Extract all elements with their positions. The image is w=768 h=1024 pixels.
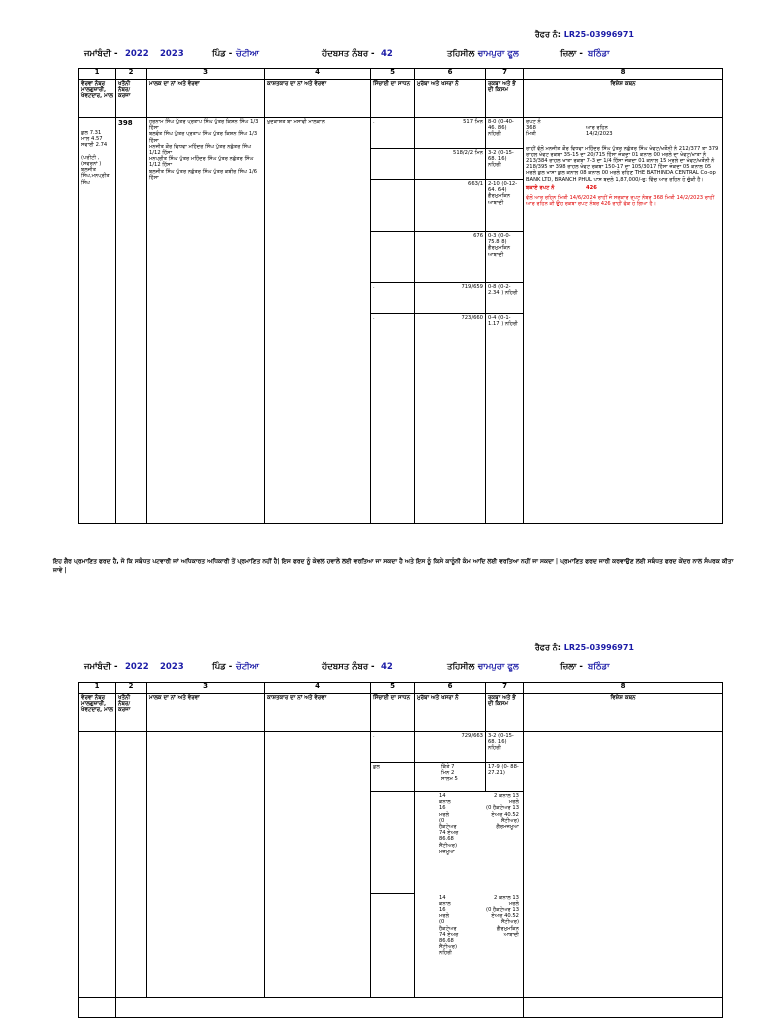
col-header-6: ਮੁਰੱਬਾ ਅਤੇ ਖਸਰਾ ਨੰ	[415, 80, 486, 118]
total-khasra: ਕਿੱਤੇ 7 ਮਿਨ 2 ਸਾਲਮ 5	[415, 763, 486, 792]
col-num-1: 1	[79, 69, 116, 80]
tehsil-value: ਰਾਮਪੁਰਾ ਫੂਲ	[478, 662, 519, 672]
area-cell: 0-4 (0-1-1.17 ) ਨਹਿਰੀ	[486, 314, 524, 524]
jamabandi-label: ਜਮਾਂਬੰਦੀ -	[84, 662, 118, 672]
col-num-3: 3	[147, 683, 265, 694]
empty-cell	[147, 732, 265, 998]
subtotal-cell	[415, 894, 524, 998]
owner-group-text: (ਪਰੀਟੀ , (ਸਵਰਨਾਂ ) ਬਲਜੀਤ ਸਿੰਘ,ਮਨਪ੍ਰੀਤ ਸਿੰਘ	[81, 154, 110, 186]
col-header-8: ਵਿਸ਼ੇਸ਼ ਕਥਨ	[524, 80, 723, 118]
area-cell: 2-10 (0-12-64. 64) ਗੈਰਮੁਮਕਿਨ ਆਬਾਦੀ	[486, 180, 524, 232]
empty-cell	[524, 998, 723, 1018]
col-num-7: 7	[486, 69, 524, 80]
table-row	[79, 118, 723, 149]
col-num-3: 3	[147, 69, 265, 80]
col-num-2: 2	[116, 683, 147, 694]
irrigation-cell: .	[371, 283, 415, 314]
column-number-row	[79, 683, 723, 694]
jamabandi-label: ਜਮਾਂਬੰਦੀ -	[84, 49, 118, 59]
column-header-row	[79, 694, 723, 732]
village-label: ਪਿੰਡ -	[212, 662, 233, 672]
area-cell: 3-2 (0-15-68. 16) ਨਹਿਰੀ	[486, 149, 524, 180]
empty-cell	[371, 894, 415, 998]
col-header-4: ਕਾਸ਼ਤਕਾਰ ਦਾ ਨਾਂ ਅਤੇ ਵੇਰਵਾ	[265, 80, 371, 118]
khasra-cell: 719/659	[415, 283, 486, 314]
col-header-1: ਵੇਰਵਾ ਨੰਬਰ ਮਾਲਗੁਜ਼ਾਰੀ, ਖੇਵਟਦਾਰ, ਮਾਲ	[79, 80, 116, 118]
ref-label: ਰੈਫਰ ਨੰ:	[534, 643, 561, 652]
col-header-5: ਸਿੰਚਾਈ ਦਾ ਸਾਧਨ	[371, 694, 415, 732]
village-value: ਚੋਟੀਆ	[236, 662, 259, 672]
col-header-2: ਖਤੌਨੀ ਨੰਬਰ/ ਕਰਜਾ	[116, 80, 147, 118]
subtotal-left: 14 ਕਨਾਲ 16 ਮਰਲੇ (0 ਹੈਕਟੇਅਰ 74 ਏਅਰ 86.68 ਸੈਂਟੀਅਰ) ਮਜਮੂਆ	[439, 793, 459, 855]
col-num-5: 5	[371, 69, 415, 80]
village-label: ਪਿੰਡ -	[212, 49, 233, 59]
remark-red-value: 426	[586, 184, 597, 191]
khasra-cell: 676	[415, 232, 486, 283]
empty-cell	[116, 998, 524, 1018]
khasra-cell: 723/660	[415, 314, 486, 524]
empty-cell	[79, 998, 116, 1018]
column-number-row	[79, 69, 723, 80]
remark-value: ਆਰ ਰਹਿਨ	[586, 125, 608, 132]
disclaimer-text: ਇਹ ਗੈਰ ਪ੍ਰਮਾਣਿਤ ਫਰਦ ਹੈ, ਜੋ ਕਿ ਸਬੰਧਤ ਪਟਵਾਰੀ ਜਾਂ ਅਧਿਕਾਰਤ ਅਧਿਕਾਰੀ ਤੋਂ ਪ੍ਰਮਾਣਿਤ ਨਹੀਂ ਹੈ| ਇਸ ਫਰਦ ਨੂੰ ਕੇਵਲ ਹਵਾਲੇ ਲਈ ਵਰਤਿਆ ਜਾ ਸਕਦਾ ਹੈ ਅਤੇ ਇਸ ਨੂੰ ਕਿਸੇ ਕਾਨੂੰਨੀ ਕੰਮ ਆਦਿ ਲਈ ਵਰਤਿਆ ਨਹੀਂ ਜਾ ਸਕਦਾ | ਪ੍ਰਮਾਣਿਤ ਫਰਦ ਜਾਰੀ ਕਰਵਾਉਣ ਲਈ ਸਬੰਧਤ ਫਰਦ ਕੇਂਦਰ ਨਾਲ ਸੰਪਰਕ ਕੀਤਾ ਜਾਵੇ |	[53, 558, 734, 574]
khasra-cell: 518/2/2 ਮਿਨ	[415, 149, 486, 180]
empty-cell	[116, 732, 147, 998]
col-num-1: 1	[79, 683, 116, 694]
cultivator-cell: ਖੁਦਕਾਸ਼ਤ ਬਾ ਮਸਾਵੀ ਮਾਲਕਾਨ	[265, 118, 371, 524]
col-num-4: 4	[265, 683, 371, 694]
empty-cell	[371, 792, 415, 894]
column-header-row	[79, 80, 723, 118]
col-header-5: ਸਿੰਚਾਈ ਦਾ ਸਾਧਨ	[371, 80, 415, 118]
irrigation-cell: .	[371, 118, 415, 149]
col-header-4: ਕਾਸ਼ਤਕਾਰ ਦਾ ਨਾਂ ਅਤੇ ਵੇਰਵਾ	[265, 694, 371, 732]
khasra-cell: 517 ਮਿਨ	[415, 118, 486, 149]
remark-red-body: ਵੱਲੋਂ ਆਰ ਰਹਿਨ ਮਿਤੀ 14/6/2024 ਰਾਹੀਂ ਜੋ ਸਰਕਾਰ ਰਪਟ ਨੰਬਰ 368 ਮਿਤੀ 14/2/2023 ਰਾਹੀਂ ਆਰ ਰਹਿਨ ਕੀ ਉਹ ਰਕਬਾ ਰਪਟ ਨੰਬਰ 426 ਰਾਹੀਂ ਫੱਕ ਹੋ ਗਿਆ ਹੈ।	[526, 195, 715, 208]
district-value: ਬਠਿੰਡਾ	[588, 662, 610, 672]
remark-label: 368	[526, 125, 536, 132]
jamabandi-table-2	[78, 682, 723, 1018]
ref-label: ਰੈਫਰ ਨੰ:	[534, 30, 561, 39]
village-value: ਚੋਟੀਆ	[236, 49, 259, 59]
remark-red-label: ਬਕਾਏ ਰਪਟ ਨੰ	[526, 184, 555, 191]
reference-number	[535, 643, 634, 653]
ref-value: LR25-03996971	[563, 643, 634, 652]
col-header-3: ਮਾਲਕ ਦਾ ਨਾਂ ਅਤੇ ਵੇਰਵਾ	[147, 80, 265, 118]
remark-value: 14/2/2023	[586, 131, 613, 138]
area-cell: 3-2 (0-15-68. 16) ਨਹਿਰੀ	[486, 732, 524, 763]
remark-label: ਰਪਟ ਨੰ	[526, 119, 541, 125]
year-from: 2022	[125, 49, 149, 59]
ref-value: LR25-03996971	[563, 30, 634, 39]
col-num-8: 8	[524, 683, 723, 694]
col-header-7: ਰਕਬਾ ਅਤੇ ਭੋਂ ਦੀ ਕਿਸਮ	[486, 80, 524, 118]
subtotal-left: 14 ਕਨਾਲ 16 ਮਰਲੇ (0 ਹੈਕਟੇਅਰ 74 ਏਅਰ 86.68 ਸੈਂਟੀਅਰ) ਨਹਿਰੀ	[439, 894, 459, 957]
district-label: ਜ਼ਿਲਾ -	[560, 49, 583, 59]
tehsil-label: ਤਹਿਸੀਲ -	[447, 49, 481, 59]
irrigation-cell: .	[371, 314, 415, 524]
hadbast-value: 42	[381, 49, 393, 59]
col-header-1: ਵੇਰਵਾ ਨੰਬਰ ਮਾਲਗੁਜ਼ਾਰੀ, ਖੇਵਟਦਾਰ, ਮਾਲ	[79, 694, 116, 732]
tehsil-label: ਤਹਿਸੀਲ -	[447, 662, 481, 672]
col-num-8: 8	[524, 69, 723, 80]
irrigation-cell	[371, 180, 415, 232]
remark-body: ਰਾਹੀਂ ਵੱਲੋਂ ਮਨਜੀਤ ਕੌਰ ਵਿਧਵਾ ਮਹਿੰਦਰ ਸਿੰਘ ਪੁੱਤਰ ਨਛੱਤਰ ਸਿੰਘ ਖੇਵਟ/ਖਤੌਨੀ ਨੰ 212/377 ਤਾ 379 ਰਾਹਲ ਖੇਵਟ ਰਕਬਾ 35-15 ਦਾ 20/715 ਹਿੱਸਾ ਜੋਕਦਾ 01 ਕਨਾਲ 00 ਮਰਲੇ ਦਾ ਖੇਵਟ/ਖਾਤਾ ਨੰ 213/384 ਰਾਹਲ ਖਾਤਾ ਰਕਬਾ 7-3 ਦਾ 1/4 ਹਿੱਸਾ ਜੋਕਦਾ 01 ਕਨਾਲ 15 ਮਰਲੇ ਦਾ ਖੇਵਟ/ਖਤੌਨੀ ਨੰ 218/395 ਤਾ 398 ਰਾਹਲ ਖੇਵਟ ਰਕਬਾ 150-17 ਦਾ 105/3017 ਹਿੱਸਾ ਜੋਕਦਾ 05 ਕਨਾਲ 05 ਮਰਲੇ ਕੁਲ ਖਾਸਾ ਕੁਲ ਕਨਾਲ 08 ਕਨਾਲ 00 ਮਰਲੇ ਰਹਿਣ THE BATHINDA CENTRAL Co-op BANK LTD, BRANCH PHUL ਪਾਸ ਬਦਲੇ 1,87,000/-ਰੁ: ਵਿੱਚ ਆਰ ਰਹਿਨ ਹੋ ਚੁੱਕੀ ਹੈ।	[526, 145, 719, 183]
col-header-2: ਖਤੌਨੀ ਨੰਬਰ/ ਕਰਜਾ	[116, 694, 147, 732]
total-label: ਕੁਲ	[371, 763, 415, 792]
revenue-text: ਕੁਲ 7.31 ਮਾਲ 4.57 ਸਵਾਈ 2.74	[81, 130, 108, 149]
irrigation-cell	[371, 149, 415, 180]
year-to: 2023	[160, 49, 184, 59]
total-area: 17-9 (0- 88- 27.21)	[486, 763, 524, 792]
subtotal-right: 2 ਕਨਾਲ 13 ਮਰਲੇ (0 ਹੈਕਟੇਅਰ 13 ਏਅਰ 40.52 ਸੈਂਟੀਅਰ) ਗੈਰਮੁਮਕਿਨ ਆਬਾਦੀ	[486, 894, 519, 938]
remark-line-3	[526, 131, 720, 137]
col-num-4: 4	[265, 69, 371, 80]
reference-number	[535, 30, 634, 40]
district-value: ਬਠਿੰਡਾ	[588, 49, 610, 59]
year-from: 2022	[125, 662, 149, 672]
irrigation-cell	[371, 232, 415, 283]
jamabandi-table-1	[78, 68, 723, 524]
col-header-8: ਵਿਸ਼ੇਸ਼ ਕਥਨ	[524, 694, 723, 732]
tehsil-value: ਰਾਮਪੁਰਾ ਫੂਲ	[478, 49, 519, 59]
remark-red-line	[526, 185, 720, 191]
revenue-cell	[79, 118, 116, 524]
remark-label: ਮਿਤੀ	[526, 131, 536, 138]
table-row	[79, 732, 723, 763]
hadbast-label: ਹੱਦਬਸਤ ਨੰਬਰ -	[322, 662, 375, 672]
col-header-3: ਮਾਲਕ ਦਾ ਨਾਂ ਅਤੇ ਵੇਰਵਾ	[147, 694, 265, 732]
area-cell: 8-0 (0-40-46. 86) ਨਹਿਰੀ	[486, 118, 524, 149]
owner-cell: ਹਰਨਾਮ ਸਿੰਘ ਪੁੱਤਰ ਪ੍ਰਤਾਪ ਸਿੰਘ ਪੁੱਤਰ ਕਿਸ਼ਨ ਸਿੰਘ 1/3 ਹਿੱਸਾ ਬਲਵੰਤ ਸਿੰਘ ਪੁੱਤਰ ਪ੍ਰਤਾਪ ਸਿੰਘ ਪੁੱਤਰ ਕਿਸ਼ਨ ਸਿੰਘ 1/3 ਹਿੱਸਾ ਮਨਜੀਤ ਕੌਰ ਵਿਧਵਾ ਮਹਿੰਦਰ ਸਿੰਘ ਪੁੱਤਰ ਨਛੱਤਰ ਸਿੰਘ 1/12 ਹਿੱਸਾ ਮਨਪ੍ਰੀਤ ਸਿੰਘ ਪੁੱਤਰ ਮਹਿੰਦਰ ਸਿੰਘ ਪੁੱਤਰ ਨਛੱਤਰ ਸਿੰਘ 1/12 ਹਿੱਸਾ ਬਲਜੀਤ ਸਿੰਘ ਪੁੱਤਰ ਨਛੱਤਰ ਸਿੰਘ ਪੁੱਤਰ ਕਬੀਰ ਸਿੰਘ 1/6 ਹਿੱਸਾ	[147, 118, 265, 524]
col-header-6: ਮੁਰੱਬਾ ਅਤੇ ਖਸਰਾ ਨੰ	[415, 694, 486, 732]
hadbast-value: 42	[381, 662, 393, 672]
khasra-cell: 729/663	[415, 732, 486, 763]
table-row	[79, 998, 723, 1018]
hadbast-label: ਹੱਦਬਸਤ ਨੰਬਰ -	[322, 49, 375, 59]
area-cell: 0-3 (0-0-75.8 8) ਗੈਰਮੁਮਕਿਨ ਆਬਾਦੀ	[486, 232, 524, 283]
subtotal-right: 2 ਕਨਾਲ 13 ਮਰਲੇ (0 ਹੈਕਟੇਅਰ 13 ਏਅਰ 40.52 ਸੈਂਟੀਅਰ) ਗੈਰਮਜਮੂਆ	[486, 793, 519, 831]
year-to: 2023	[160, 662, 184, 672]
remarks-cell	[524, 118, 723, 524]
irrigation-cell: .	[371, 732, 415, 763]
col-header-7: ਰਕਬਾ ਅਤੇ ਭੋਂ ਦੀ ਕਿਸਮ	[486, 694, 524, 732]
khatoni-number: 398	[116, 118, 147, 524]
col-num-6: 6	[415, 683, 486, 694]
remarks-cell	[524, 732, 723, 998]
khasra-cell: 663/1	[415, 180, 486, 232]
district-label: ਜ਼ਿਲਾ -	[560, 662, 583, 672]
col-num-2: 2	[116, 69, 147, 80]
col-num-5: 5	[371, 683, 415, 694]
page-2	[0, 640, 768, 1024]
area-cell: 0-8 (0-2-2.34 ) ਨਹਿਰੀ	[486, 283, 524, 314]
empty-cell	[265, 732, 371, 998]
subtotal-cell	[415, 792, 524, 894]
col-num-6: 6	[415, 69, 486, 80]
col-num-7: 7	[486, 683, 524, 694]
empty-cell	[79, 732, 116, 998]
